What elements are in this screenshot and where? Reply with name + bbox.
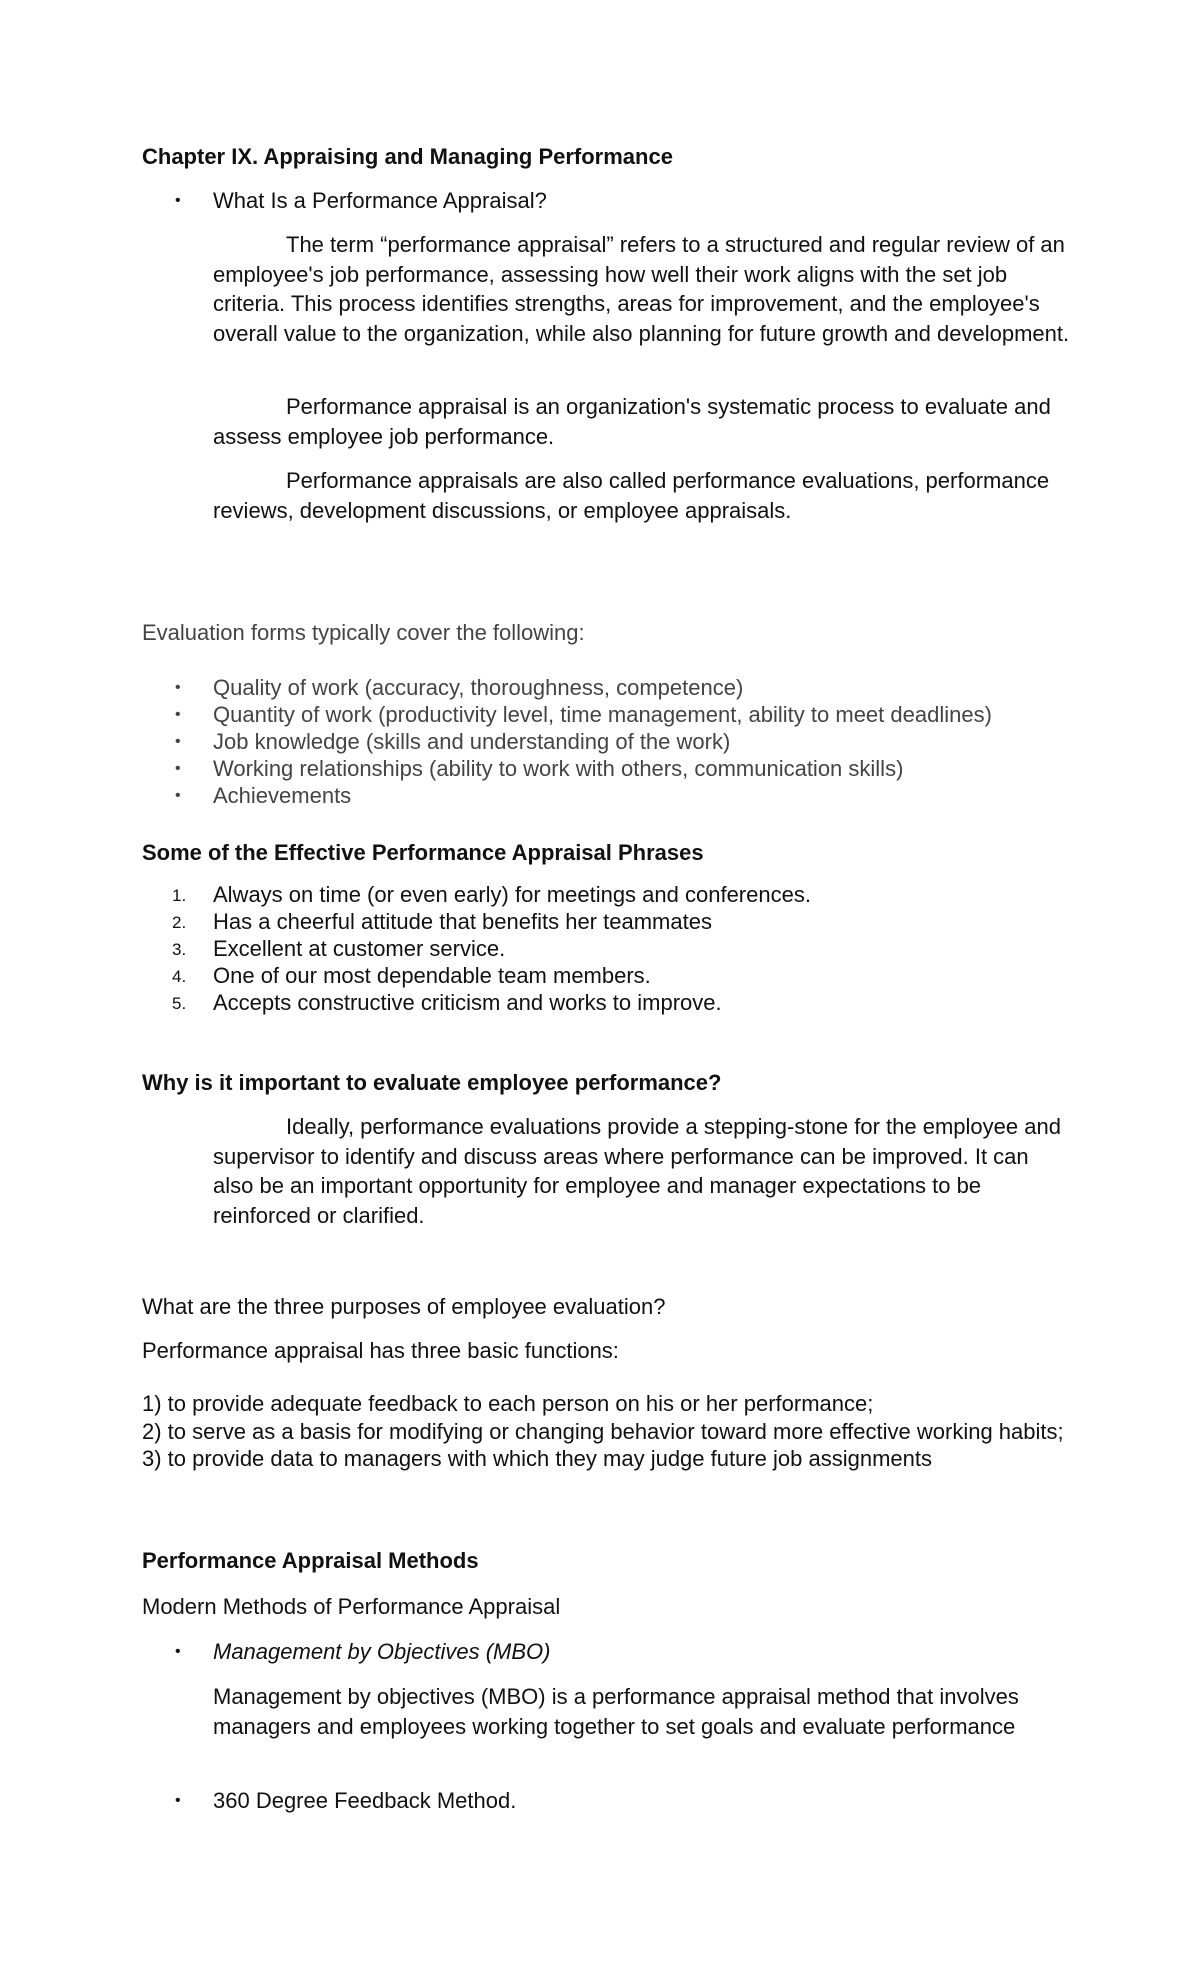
- purposes-intro: Performance appraisal has three basic functions:: [142, 1338, 619, 1363]
- bullet-icon: •: [175, 706, 181, 723]
- list-item: • Job knowledge (skills and understanding of the work): [175, 729, 731, 754]
- bullet-icon: •: [175, 787, 181, 804]
- bullet-icon: •: [175, 679, 181, 696]
- paragraph-systematic-process: Performance appraisal is an organization's systematic process to evaluate and assess employee job performance.: [213, 394, 1051, 449]
- paragraph-aliases: Performance appraisals are also called performance evaluations, performance reviews, development discussions, or employee appraisals.: [213, 468, 1050, 523]
- paragraph-definition: The term “performance appraisal” refers to a structured and regular review of an employee's job performance, assessing how well their work aligns with the set job criteria. This process identifies strengths, areas for improvement, and the employee's overall value to the organization, while also planning for future growth and development.: [213, 232, 1070, 346]
- modern-methods-label: Modern Methods of Performance Appraisal: [142, 1594, 561, 1619]
- list-item: 1. Always on time (or even early) for meetings and conferences.: [172, 882, 811, 907]
- list-item: 5. Accepts constructive criticism and works to improve.: [172, 990, 722, 1015]
- purposes-list: [142, 1390, 1092, 1473]
- list-item: • Working relationships (ability to work with others, communication skills): [175, 756, 904, 781]
- list-item: • Quantity of work (productivity level, time management, ability to meet deadlines): [175, 702, 992, 727]
- bullet-icon: •: [175, 192, 181, 209]
- bullet-icon: •: [175, 733, 181, 750]
- bullet-icon: •: [175, 1792, 181, 1809]
- list-number: 3.: [172, 940, 187, 959]
- list-number: 4.: [172, 967, 187, 986]
- list-number: 5.: [172, 994, 187, 1013]
- purpose-item-2: 2) to serve as a basis for modifying or changing behavior toward more effective working habits;: [142, 1418, 1064, 1444]
- evaluation-items-list: [0, 674, 992, 809]
- list-number: 1.: [172, 886, 187, 905]
- list-item: 3. Excellent at customer service.: [172, 936, 506, 961]
- chapter-title: Chapter IX. Appraising and Managing Performance: [142, 144, 673, 169]
- list-item: • Quality of work (accuracy, thoroughness, competence): [175, 675, 744, 700]
- paragraph-why-important: Ideally, performance evaluations provide a stepping-stone for the employee and supervisor to identify and discuss areas where performance can be improved. It can also be an important opportunity for employee and manager expectations to be reinforced or clarified.: [213, 1114, 1061, 1228]
- list-number: 2.: [172, 913, 187, 932]
- paragraph-mbo: Management by objectives (MBO) is a performance appraisal method that involves managers and employees working together to set goals and evaluate performance: [213, 1684, 1019, 1739]
- bullet-icon: •: [175, 760, 181, 777]
- purposes-question: What are the three purposes of employee evaluation?: [142, 1294, 666, 1319]
- evaluation-forms-intro: Evaluation forms typically cover the following:: [142, 620, 585, 645]
- list-item: • Achievements: [175, 783, 352, 808]
- question-what-is-appraisal: What Is a Performance Appraisal?: [213, 188, 547, 213]
- phrases-heading: Some of the Effective Performance Appraisal Phrases: [142, 840, 704, 865]
- purpose-item-3: 3) to provide data to managers with which they may judge future job assignments: [142, 1446, 932, 1471]
- purpose-item-1: 1) to provide adequate feedback to each person on his or her performance;: [142, 1391, 874, 1416]
- methods-heading: Performance Appraisal Methods: [142, 1548, 479, 1573]
- feedback-360-title: 360 Degree Feedback Method.: [213, 1788, 517, 1813]
- list-item: 2. Has a cheerful attitude that benefits her teammates: [172, 909, 712, 934]
- phrases-list: [0, 881, 811, 1016]
- mbo-title: Management by Objectives (MBO): [213, 1639, 551, 1664]
- why-heading: Why is it important to evaluate employee performance?: [142, 1070, 722, 1095]
- bullet-icon: •: [175, 1643, 181, 1660]
- list-item: 4. One of our most dependable team members.: [172, 963, 651, 988]
